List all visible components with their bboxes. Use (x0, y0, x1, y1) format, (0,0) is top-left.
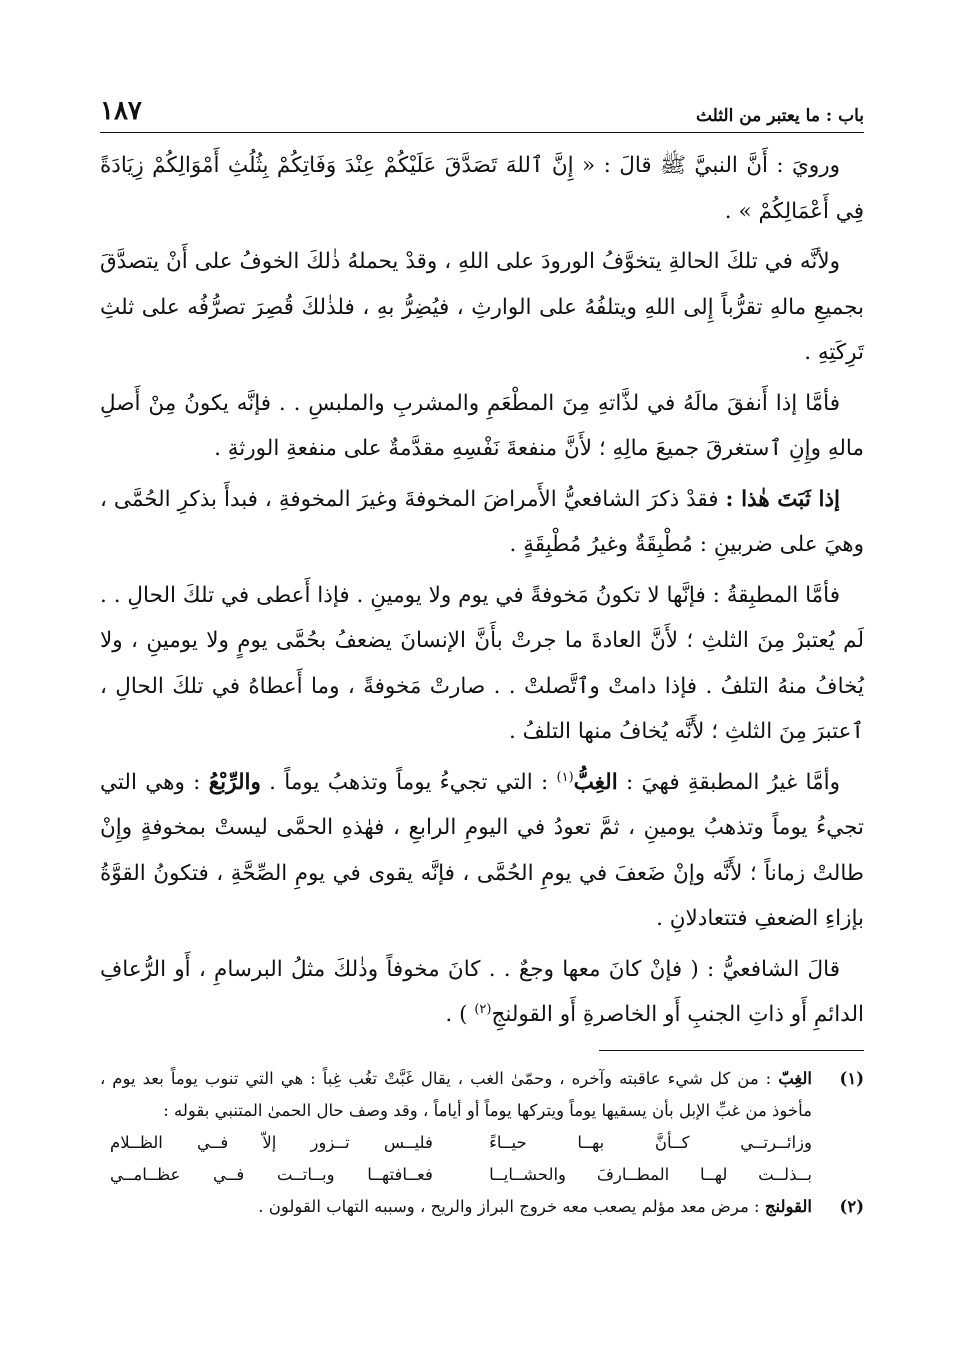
verse-hemistich: فعــافتهــا وبــاتــت فــي عظــامــي (110, 1164, 433, 1184)
paragraph-text: : وهي التي تجيءُ يوماً وتذهبُ يومينِ ، ثمَّ تعودُ في اليومِ الرابعِ ، فهٰذهِ الحمَّى ليستْ بمخوفةٍ وإِنْ طالتْ زماناً ؛ لأَنَّه وإنْ ضَعفَ في يومِ الحُمَّى ، فإنَّه يقوى في يومِ الصِّحَّةِ ، فتكونُ القوَّةُ بإزاءِ الضعفِ فتتعادلانِ . (100, 769, 864, 931)
term-rib: والرِّبْعُ (208, 769, 261, 795)
footnote-term: القولنج (764, 1196, 812, 1216)
paragraph-text: ولأنَّه في تلكَ الحالةِ يتخوَّفُ الورودَ على اللهِ ، وقدْ يحملهُ ذٰلكَ الخوفُ على أَنْ يتصدَّقَ بجميعِ مالهِ تقرُّباً إِلى اللهِ ويتلفُهُ على الوارثِ ، فيُضِرُّ بهِ ، فلذٰلكَ قُصِرَ تصرُّفُه على ثلثِ تَرِكَتِهِ . (100, 249, 864, 365)
paragraph-lead: إذا ثَبَتَ هٰذا : (725, 486, 841, 512)
paragraph (100, 477, 864, 568)
paragraph (100, 573, 864, 755)
poem-verse (100, 1127, 864, 1159)
footnote-term: الغِبّ (778, 1068, 812, 1088)
paragraph (100, 381, 864, 472)
paragraph-text: : التي تجيءُ يوماً وتذهبُ يوماً . (260, 769, 557, 795)
footnote-ref-1[interactable]: (١) (556, 769, 574, 785)
paragraph-text: فأمَّا المطبِقةُ : فإنَّها لا تكونُ مَخوفةً في يوم ولا يومينِ . فإذا أَعطى في تلكَ الحالِ . . لَم يُعتبرْ مِنَ الثلثِ ؛ لأَنَّ العادةَ ما جرتْ بأَنَّ الإنسانَ يضعفُ بحُمَّى يومٍ ولا يومينِ ، ولا يُخافُ منهُ التلفُ . فإذا دامتْ وٱتَّصلتْ . . صارتْ مَخوفةً ، وما أَعطاهُ في تلكَ الحالِ ، ٱعتبرَ مِنَ الثلثِ ؛ لأَنَّه يُخافُ منها التلفُ . (100, 582, 864, 744)
footnotes (100, 1063, 864, 1223)
paragraph-text: قالَ الشافعيُّ : ( فإنْ كانَ معها وجعٌ . . كانَ مخوفاً وذٰلكَ مثلُ البرسامِ ، أَو الرُّعافِ الدائمِ أَو ذاتِ الجنبِ أَو الخاصرةِ أَو القولنجِ (100, 956, 864, 1027)
paragraph-text: ) . (445, 1002, 475, 1027)
verse-hemistich: بــذلــت لهــا المطــارفَ والحشــايــا (489, 1164, 812, 1184)
paragraph (100, 947, 864, 1038)
verse-hemistich: وزائــرتــي كــأنَّ بهــا حيــاءً (489, 1132, 812, 1152)
paragraph-text: ورويَ : أَنَّ النبيَّ ﷺ قالَ : « إِنَّ ٱللهَ تَصَدَّقَ عَلَيْكُمْ عِنْدَ وَفَاتِكُمْ بِثُلُثِ أَمْوَالِكُمْ زِيَادَةً فِي أَعْمَالِكُمْ » . (100, 153, 864, 224)
footnote-ref-2[interactable]: (٢) (474, 1001, 492, 1017)
paragraph-text: وأمَّا غيرُ المطبقةِ فهيَ : (617, 769, 840, 795)
footnote-divider (599, 1050, 864, 1051)
footnote-number: (٢) (839, 1196, 864, 1216)
footnote (100, 1191, 864, 1223)
footnote-text: : من كل شيء عاقبته وآخره ، وحمّىٰ الغب ، يقال غَبَّتْ تغُب غِباً : هي التي تنوب يوماً بعد يوم ، مأخوذ من غبِّ الإبل بأن يسقيها يوماً ويتركها يوماً أو أياماً ، وقد وصف حال الحمىٰ المتنبي بقوله : (100, 1068, 812, 1120)
footnote-body (100, 1191, 812, 1223)
page-number: ١٨٧ (100, 96, 142, 126)
paragraph-text: فأمَّا إذا أَنفقَ مالَهُ في لذَّاتهِ مِنَ المطْعَمِ والمشربِ والملبسِ . . فإنَّه يكونُ مِنْ أَصلِ مالهِ وإِنِ ٱستغرقَ جميعَ مالِهِ ؛ لأَنَّ منفعةَ نَفْسِهِ مقدَّمةٌ على منفعةِ الورثةِ . (100, 390, 864, 461)
paragraph (100, 760, 864, 942)
footnote-body (100, 1063, 812, 1127)
paragraph (100, 143, 864, 234)
paragraph (100, 239, 864, 376)
running-head: باب : ما يعتبر من الثلث (695, 106, 864, 126)
paragraph-text: فقدْ ذكرَ الشافعيُّ الأَمراضَ المخوفةَ وغيرَ المخوفةِ ، فبدأَ بذكرِ الحُمَّى ، وهيَ على ضربينِ : مُطْبِقَةٌ وغيرُ مُطْبِقَةٍ . (100, 486, 864, 557)
poem-verse (100, 1159, 864, 1191)
verse-hemistich: فليــس تــزور إلاّ فــي الظــلام (110, 1132, 433, 1152)
page-header (100, 92, 864, 133)
footnote (100, 1063, 864, 1127)
main-text (100, 143, 864, 1038)
footnote-text: : مرض معد مؤلم يصعب معه خروج البراز والريح ، وسببه التهاب القولون . (258, 1196, 765, 1216)
footnote-number: (١) (839, 1068, 864, 1088)
term-ghibb: الغِبُّ (573, 769, 618, 795)
